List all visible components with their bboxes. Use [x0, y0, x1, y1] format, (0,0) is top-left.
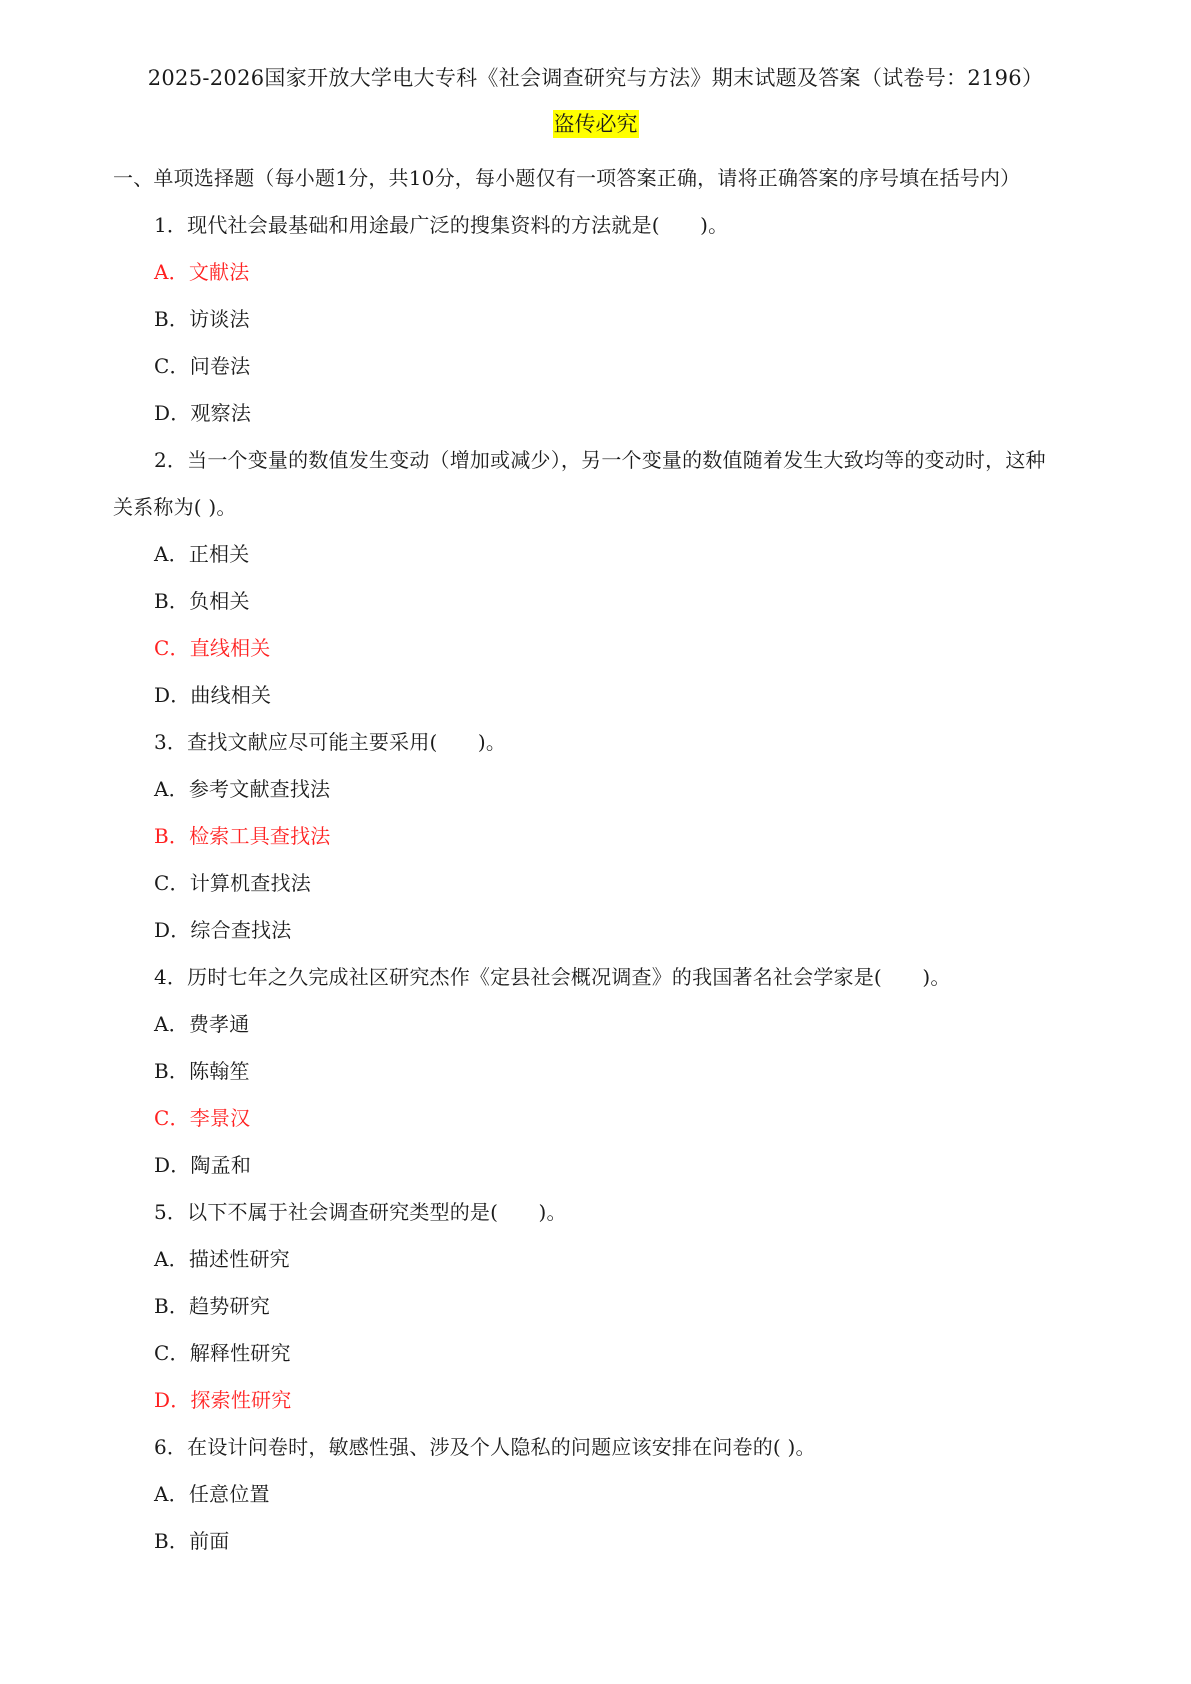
answer-option: A．参考文献查找法 — [154, 777, 331, 801]
answer-option: C．计算机查找法 — [154, 871, 311, 895]
answer-option: B．前面 — [154, 1529, 230, 1553]
answer-option-correct: A．文献法 — [154, 260, 250, 284]
question-stem: 4．历时七年之久完成社区研究杰作《定县社会概况调查》的我国著名社会学家是( )。 — [154, 965, 951, 989]
answer-option: B．负相关 — [154, 589, 250, 613]
question-stem: 6．在设计问卷时，敏感性强、涉及个人隐私的问题应该安排在问卷的( )。 — [154, 1435, 816, 1459]
answer-option-correct: C．李景汉 — [154, 1106, 251, 1130]
section-heading: 一、单项选择题（每小题1分，共10分，每小题仅有一项答案正确，请将正确答案的序号填在括号内） — [113, 166, 1021, 190]
answer-option: A．描述性研究 — [154, 1247, 290, 1271]
question-stem-continuation: 关系称为( )。 — [113, 495, 237, 519]
warning-container — [0, 110, 1191, 138]
answer-option: D．曲线相关 — [154, 683, 272, 707]
answer-option: D．陶孟和 — [154, 1153, 252, 1177]
page-title: 2025-2026国家开放大学电大专科《社会调查研究与方法》期末试题及答案（试卷号：2196） — [147, 66, 1044, 90]
answer-option-correct: C．直线相关 — [154, 636, 271, 660]
question-stem: 3．查找文献应尽可能主要采用( )。 — [154, 730, 507, 754]
answer-option: D．综合查找法 — [154, 918, 292, 942]
piracy-warning: 盗传必究 — [553, 112, 638, 136]
answer-option: B．陈翰笙 — [154, 1059, 250, 1083]
question-stem: 5．以下不属于社会调查研究类型的是( )。 — [154, 1200, 567, 1224]
answer-option: D．观察法 — [154, 401, 252, 425]
answer-option: A．正相关 — [154, 542, 250, 566]
answer-option-correct: B．检索工具查找法 — [154, 824, 331, 848]
answer-option: A．任意位置 — [154, 1482, 270, 1506]
question-stem: 1．现代社会最基础和用途最广泛的搜集资料的方法就是( )。 — [154, 213, 729, 237]
answer-option: B．访谈法 — [154, 307, 250, 331]
answer-option-correct: D．探索性研究 — [154, 1388, 292, 1412]
answer-option: C．问卷法 — [154, 354, 251, 378]
answer-option: B．趋势研究 — [154, 1294, 270, 1318]
question-stem: 2．当一个变量的数值发生变动（增加或减少），另一个变量的数值随着发生大致均等的变动时，这种 — [154, 448, 1046, 472]
answer-option: A．费孝通 — [154, 1012, 250, 1036]
exam-content — [113, 155, 1083, 1565]
answer-option: C．解释性研究 — [154, 1341, 291, 1365]
